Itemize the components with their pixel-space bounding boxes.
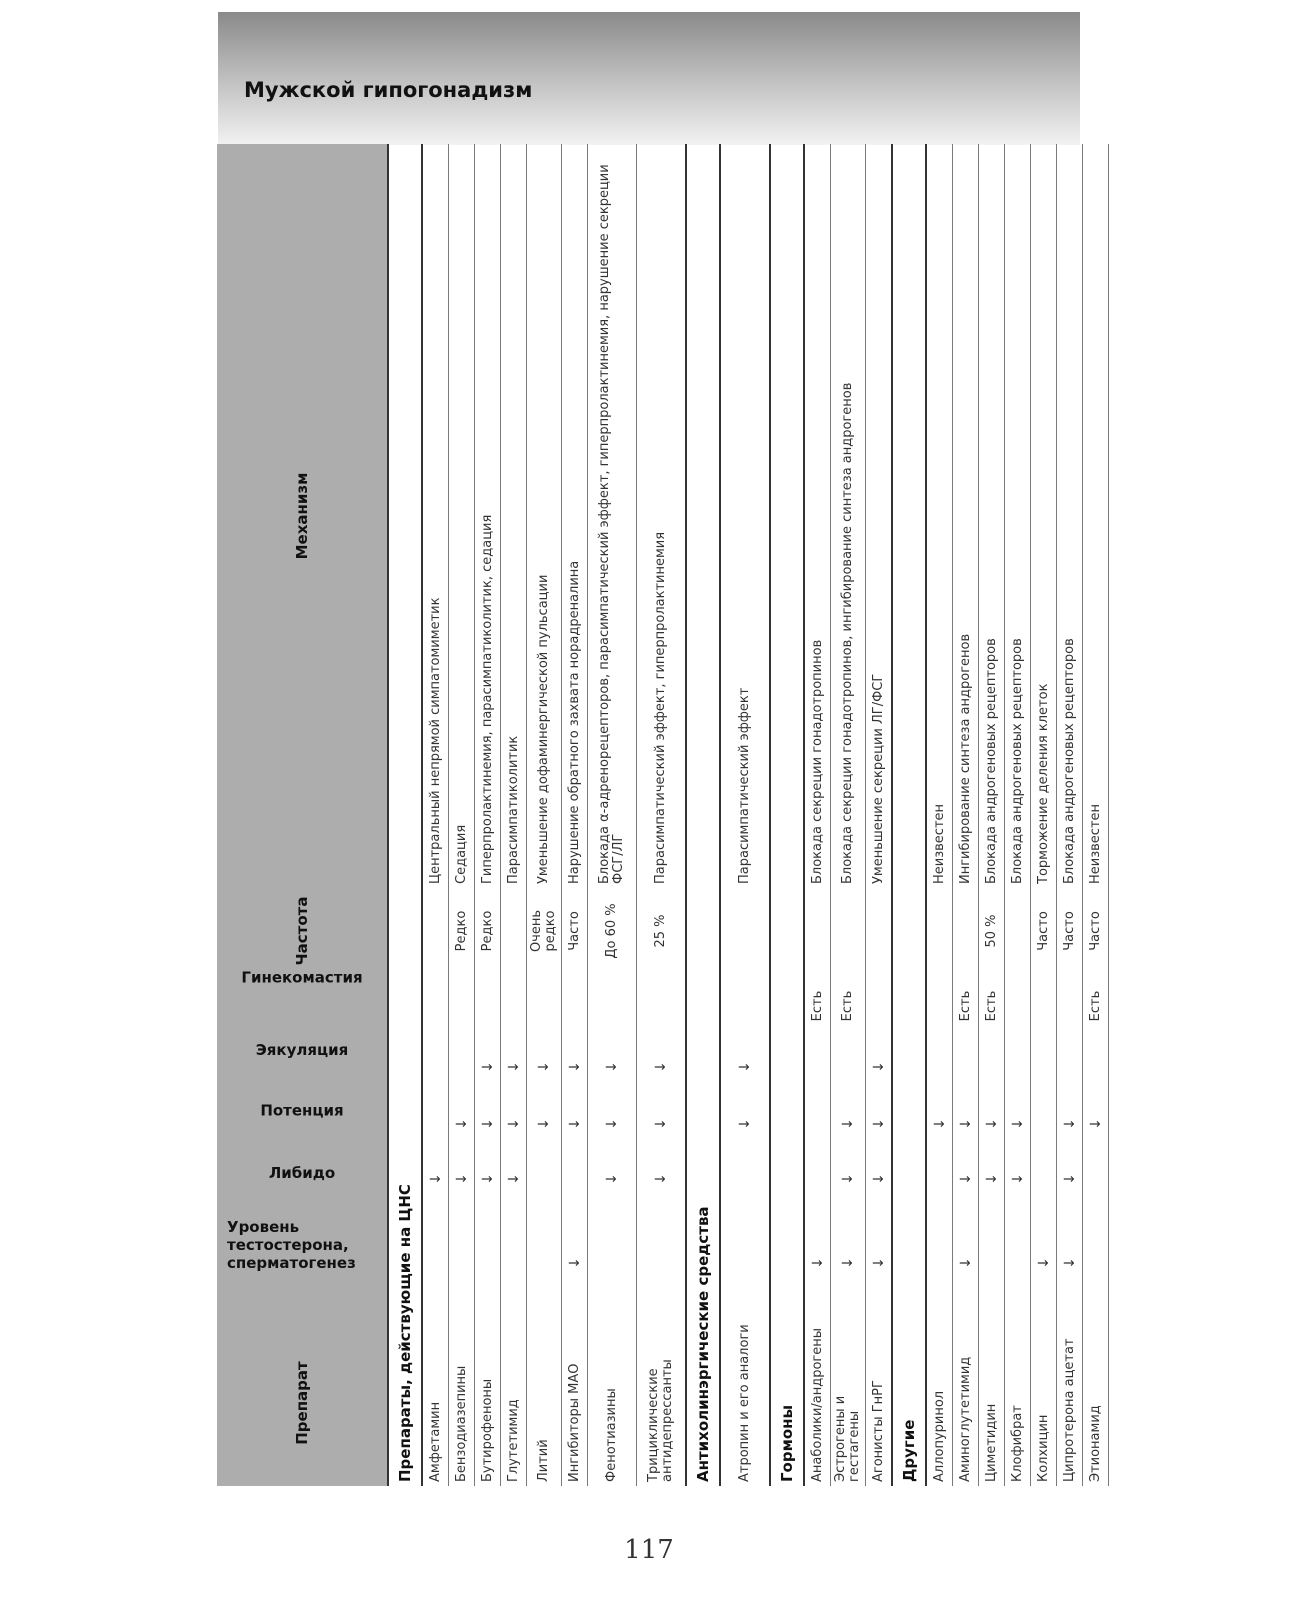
cell-libido: ↓ xyxy=(637,1152,687,1206)
cell-gynecomastia xyxy=(637,974,687,1038)
cell-gynecomastia: Есть xyxy=(831,974,866,1038)
cell-drug: Клофибрат xyxy=(1005,1320,1031,1486)
cell-testosterone: ↓ xyxy=(866,1206,893,1320)
cell-mechanism: Блокада андрогеновых рецепторов xyxy=(1057,144,1083,888)
cell-ejaculation xyxy=(1083,1038,1109,1096)
table-row xyxy=(1031,144,1057,1486)
cell-ejaculation: ↓ xyxy=(637,1038,687,1096)
cell-gynecomastia xyxy=(527,974,562,1038)
cell-gynecomastia xyxy=(562,974,588,1038)
cell-gynecomastia xyxy=(1057,974,1083,1038)
cell-mechanism: Парасимпатический эффект xyxy=(720,144,770,888)
cell-ejaculation: ↓ xyxy=(720,1038,770,1096)
cell-testosterone xyxy=(637,1206,687,1320)
cell-ejaculation: ↓ xyxy=(527,1038,562,1096)
cell-libido xyxy=(527,1152,562,1206)
cell-libido: ↓ xyxy=(1005,1152,1031,1206)
cell-testosterone xyxy=(501,1206,527,1320)
cell-libido: ↓ xyxy=(501,1152,527,1206)
table-row xyxy=(926,144,953,1486)
cell-mechanism: Центральный непрямой симпатомиметик xyxy=(422,144,449,888)
cell-ejaculation xyxy=(449,1038,475,1096)
col-header-potency: Потенция xyxy=(217,1096,388,1152)
table-row xyxy=(562,144,588,1486)
col-header-testosterone: Уровень тестостерона, сперматогенез xyxy=(217,1206,388,1320)
cell-gynecomastia: Есть xyxy=(979,974,1005,1038)
cell-drug: Анаболики/андрогены xyxy=(804,1320,831,1486)
cell-ejaculation xyxy=(1031,1038,1057,1096)
cell-potency: ↓ xyxy=(588,1096,637,1152)
cell-mechanism: Парасимпатиколитик xyxy=(501,144,527,888)
cell-drug: Глутетимид xyxy=(501,1320,527,1486)
table-row xyxy=(804,144,831,1486)
table-row xyxy=(1057,144,1083,1486)
section-row xyxy=(388,144,422,1486)
cell-potency: ↓ xyxy=(637,1096,687,1152)
cell-gynecomastia xyxy=(588,974,637,1038)
cell-testosterone xyxy=(527,1206,562,1320)
section-title: Антихолинэргические средства xyxy=(686,144,720,1486)
cell-drug: Колхицин xyxy=(1031,1320,1057,1486)
cell-potency: ↓ xyxy=(720,1096,770,1152)
table-row xyxy=(637,144,687,1486)
cell-testosterone xyxy=(475,1206,501,1320)
cell-frequency: 50 % xyxy=(979,888,1005,974)
cell-mechanism: Ингибирование синтеза андрогенов xyxy=(953,144,979,888)
cell-frequency: Часто xyxy=(1031,888,1057,974)
cell-testosterone xyxy=(1005,1206,1031,1320)
drug-effects-table xyxy=(217,144,1109,1486)
table-row xyxy=(501,144,527,1486)
cell-testosterone: ↓ xyxy=(953,1206,979,1320)
cell-potency: ↓ xyxy=(501,1096,527,1152)
cell-frequency: Часто xyxy=(562,888,588,974)
cell-libido xyxy=(720,1152,770,1206)
cell-ejaculation xyxy=(1005,1038,1031,1096)
cell-libido: ↓ xyxy=(831,1152,866,1206)
cell-mechanism: Блокада α-адренорецепторов, парасимпатический эффект, гиперпролактинемия, нарушение секреции ФСГ/ЛГ xyxy=(588,144,637,888)
cell-drug: Бутирофеноны xyxy=(475,1320,501,1486)
cell-libido xyxy=(926,1152,953,1206)
cell-ejaculation: ↓ xyxy=(501,1038,527,1096)
cell-potency: ↓ xyxy=(866,1096,893,1152)
page-title: Мужской гипогонадизм xyxy=(244,78,533,102)
cell-potency: ↓ xyxy=(1005,1096,1031,1152)
section-title: Другие xyxy=(892,144,926,1486)
cell-drug: Агонисты ГнРГ xyxy=(866,1320,893,1486)
cell-gynecomastia xyxy=(422,974,449,1038)
cell-mechanism: Парасимпатический эффект, гиперпролактинемия xyxy=(637,144,687,888)
cell-potency: ↓ xyxy=(831,1096,866,1152)
cell-frequency xyxy=(501,888,527,974)
cell-frequency: Часто xyxy=(1057,888,1083,974)
cell-gynecomastia xyxy=(475,974,501,1038)
section-row xyxy=(686,144,720,1486)
cell-potency: ↓ xyxy=(953,1096,979,1152)
cell-ejaculation: ↓ xyxy=(562,1038,588,1096)
cell-testosterone xyxy=(1083,1206,1109,1320)
cell-ejaculation xyxy=(831,1038,866,1096)
cell-frequency: Редко xyxy=(449,888,475,974)
cell-gynecomastia: Есть xyxy=(953,974,979,1038)
cell-drug: Ингибиторы МАО xyxy=(562,1320,588,1486)
cell-frequency: Очень редко xyxy=(527,888,562,974)
cell-mechanism: Блокада секреции гонадотропинов, ингибирование синтеза андрогенов xyxy=(831,144,866,888)
cell-testosterone xyxy=(588,1206,637,1320)
cell-libido: ↓ xyxy=(475,1152,501,1206)
table-container xyxy=(217,144,1104,1486)
cell-gynecomastia xyxy=(501,974,527,1038)
col-header-mechanism: Механизм xyxy=(217,144,388,888)
cell-potency: ↓ xyxy=(475,1096,501,1152)
cell-drug: Бензодиазепины xyxy=(449,1320,475,1486)
table-row xyxy=(953,144,979,1486)
cell-ejaculation: ↓ xyxy=(475,1038,501,1096)
page-number: 117 xyxy=(624,1535,674,1565)
table-row xyxy=(979,144,1005,1486)
cell-mechanism: Блокада андрогеновых рецепторов xyxy=(1005,144,1031,888)
cell-testosterone xyxy=(979,1206,1005,1320)
cell-mechanism: Торможение деления клеток xyxy=(1031,144,1057,888)
cell-gynecomastia: Есть xyxy=(1083,974,1109,1038)
cell-frequency xyxy=(1005,888,1031,974)
table-body xyxy=(388,144,1109,1486)
cell-potency: ↓ xyxy=(449,1096,475,1152)
cell-testosterone: ↓ xyxy=(562,1206,588,1320)
cell-testosterone: ↓ xyxy=(831,1206,866,1320)
cell-ejaculation xyxy=(926,1038,953,1096)
cell-testosterone xyxy=(422,1206,449,1320)
cell-gynecomastia xyxy=(449,974,475,1038)
cell-ejaculation: ↓ xyxy=(866,1038,893,1096)
cell-libido xyxy=(562,1152,588,1206)
cell-drug: Атропин и его аналоги xyxy=(720,1320,770,1486)
table-row xyxy=(588,144,637,1486)
cell-ejaculation xyxy=(804,1038,831,1096)
cell-mechanism: Блокада андрогеновых рецепторов xyxy=(979,144,1005,888)
cell-ejaculation xyxy=(953,1038,979,1096)
section-row xyxy=(770,144,804,1486)
cell-mechanism: Неизвестен xyxy=(1083,144,1109,888)
cell-potency: ↓ xyxy=(979,1096,1005,1152)
cell-gynecomastia xyxy=(866,974,893,1038)
table-row xyxy=(831,144,866,1486)
cell-testosterone xyxy=(926,1206,953,1320)
cell-drug: Литий xyxy=(527,1320,562,1486)
cell-ejaculation xyxy=(979,1038,1005,1096)
col-header-drug: Препарат xyxy=(217,1320,388,1486)
cell-frequency xyxy=(926,888,953,974)
cell-potency: ↓ xyxy=(1057,1096,1083,1152)
cell-drug: Ципротерона ацетат xyxy=(1057,1320,1083,1486)
table-row xyxy=(866,144,893,1486)
header-band xyxy=(218,12,1080,145)
cell-gynecomastia xyxy=(1031,974,1057,1038)
cell-drug: Амфетамин xyxy=(422,1320,449,1486)
cell-frequency: Редко xyxy=(475,888,501,974)
cell-testosterone: ↓ xyxy=(1031,1206,1057,1320)
cell-gynecomastia: Есть xyxy=(804,974,831,1038)
cell-libido: ↓ xyxy=(449,1152,475,1206)
cell-mechanism: Гиперпролактинемия, парасимпатиколитик, седация xyxy=(475,144,501,888)
cell-testosterone: ↓ xyxy=(804,1206,831,1320)
cell-drug: Аминоглутетимид xyxy=(953,1320,979,1486)
table-row xyxy=(449,144,475,1486)
cell-potency xyxy=(804,1096,831,1152)
cell-libido: ↓ xyxy=(588,1152,637,1206)
cell-frequency xyxy=(804,888,831,974)
cell-ejaculation xyxy=(1057,1038,1083,1096)
cell-gynecomastia xyxy=(720,974,770,1038)
cell-potency: ↓ xyxy=(527,1096,562,1152)
table-header-row xyxy=(217,144,388,1486)
col-header-frequency: Частота xyxy=(217,888,388,974)
table-row xyxy=(1083,144,1109,1486)
cell-frequency xyxy=(422,888,449,974)
cell-frequency xyxy=(720,888,770,974)
cell-ejaculation: ↓ xyxy=(588,1038,637,1096)
cell-frequency xyxy=(953,888,979,974)
cell-mechanism: Уменьшение секреции ЛГ/ФСГ xyxy=(866,144,893,888)
cell-ejaculation xyxy=(422,1038,449,1096)
cell-mechanism: Уменьшение дофаминергической пульсации xyxy=(527,144,562,888)
cell-potency: ↓ xyxy=(562,1096,588,1152)
cell-mechanism: Неизвестен xyxy=(926,144,953,888)
cell-gynecomastia xyxy=(1005,974,1031,1038)
cell-frequency: До 60 % xyxy=(588,888,637,974)
cell-potency: ↓ xyxy=(1083,1096,1109,1152)
col-header-ejaculation: Эякуляция xyxy=(217,1038,388,1096)
cell-libido: ↓ xyxy=(422,1152,449,1206)
cell-mechanism: Седация xyxy=(449,144,475,888)
cell-testosterone xyxy=(720,1206,770,1320)
cell-mechanism: Нарушение обратного захвата норадреналина xyxy=(562,144,588,888)
cell-mechanism: Блокада секреции гонадотропинов xyxy=(804,144,831,888)
cell-libido: ↓ xyxy=(1057,1152,1083,1206)
cell-frequency xyxy=(831,888,866,974)
cell-drug: Трициклические антидепрессанты xyxy=(637,1320,687,1486)
cell-potency: ↓ xyxy=(926,1096,953,1152)
cell-libido: ↓ xyxy=(953,1152,979,1206)
cell-testosterone xyxy=(449,1206,475,1320)
cell-drug: Фенотиазины xyxy=(588,1320,637,1486)
table-row xyxy=(527,144,562,1486)
table-row xyxy=(422,144,449,1486)
cell-frequency: Часто xyxy=(1083,888,1109,974)
col-header-gynecomastia: Гинекомастия xyxy=(217,974,388,1038)
cell-libido xyxy=(1031,1152,1057,1206)
table-row xyxy=(1005,144,1031,1486)
cell-frequency xyxy=(866,888,893,974)
cell-potency xyxy=(1031,1096,1057,1152)
cell-libido xyxy=(804,1152,831,1206)
cell-drug: Аллопуринол xyxy=(926,1320,953,1486)
cell-libido xyxy=(1083,1152,1109,1206)
cell-libido: ↓ xyxy=(866,1152,893,1206)
table-row xyxy=(720,144,770,1486)
cell-testosterone: ↓ xyxy=(1057,1206,1083,1320)
table-row xyxy=(475,144,501,1486)
cell-drug: Этионамид xyxy=(1083,1320,1109,1486)
section-title: Препараты, действующие на ЦНС xyxy=(388,144,422,1486)
cell-gynecomastia xyxy=(926,974,953,1038)
cell-drug: Эстрогены и гестагены xyxy=(831,1320,866,1486)
section-row xyxy=(892,144,926,1486)
cell-frequency: 25 % xyxy=(637,888,687,974)
cell-libido: ↓ xyxy=(979,1152,1005,1206)
cell-potency xyxy=(422,1096,449,1152)
col-header-libido: Либидо xyxy=(217,1152,388,1206)
section-title: Гормоны xyxy=(770,144,804,1486)
cell-drug: Циметидин xyxy=(979,1320,1005,1486)
